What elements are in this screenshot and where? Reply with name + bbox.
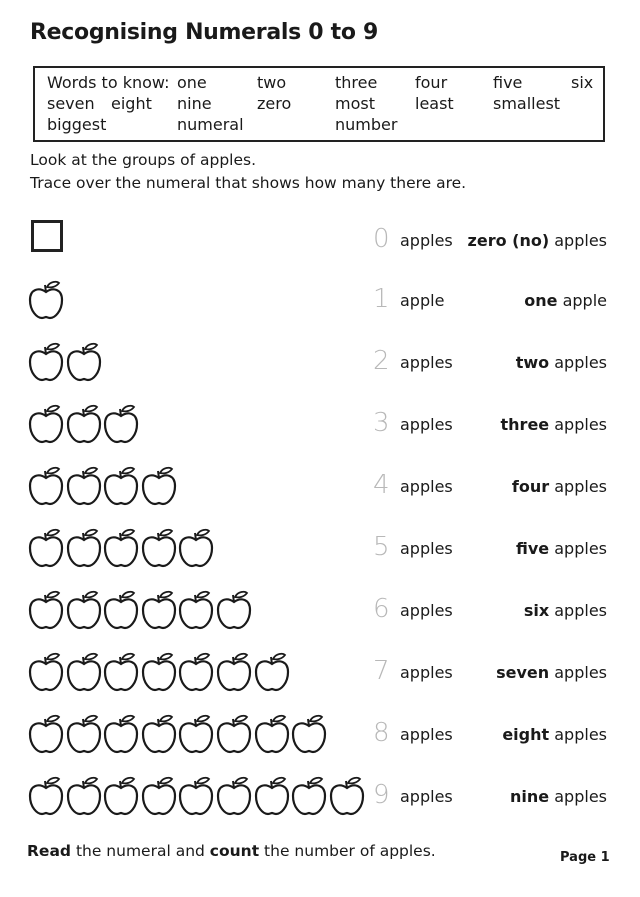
apple-icon	[65, 466, 103, 506]
trace-numeral[interactable]: 2	[373, 346, 390, 376]
unit-label: apples	[400, 415, 453, 434]
footer-instruction	[27, 842, 436, 860]
number-word-label	[510, 787, 607, 807]
number-word-suffix: apples	[554, 477, 607, 496]
trace-numeral[interactable]: 7	[373, 656, 390, 686]
apple-icon	[65, 528, 103, 568]
apple-icon	[290, 776, 328, 816]
word-five: five	[493, 73, 523, 92]
instruction-line-2: Trace over the numeral that shows how many there are.	[30, 174, 467, 192]
apple-icon	[140, 714, 178, 754]
footer-count-word: count	[209, 842, 260, 860]
apple-group	[27, 280, 65, 320]
unit-label: apples	[400, 353, 453, 372]
apple-icon	[27, 776, 65, 816]
apple-icon	[102, 652, 140, 692]
apple-icon	[102, 404, 140, 444]
number-word-suffix: apples	[554, 725, 607, 744]
number-word: three	[500, 415, 550, 434]
word-one: one	[177, 73, 207, 92]
number-word: eight	[502, 725, 550, 744]
apple-icon	[102, 714, 140, 754]
number-word: six	[523, 601, 550, 620]
footer-text-2: the number of apples.	[259, 842, 436, 860]
number-word-suffix: apples	[554, 415, 607, 434]
apple-icon	[102, 466, 140, 506]
number-word: nine	[510, 787, 550, 806]
word-four: four	[415, 73, 448, 92]
number-word-suffix: apples	[554, 539, 607, 558]
word-zero: zero	[257, 94, 292, 113]
trace-numeral[interactable]: 9	[373, 780, 390, 810]
empty-square-icon	[31, 220, 63, 252]
words-to-know-box	[33, 66, 605, 142]
unit-label: apples	[400, 477, 453, 496]
apple-icon	[177, 528, 215, 568]
apple-group	[27, 590, 255, 630]
unit-label: apple	[400, 291, 445, 310]
number-word-suffix: apple	[562, 291, 607, 310]
apple-group	[27, 776, 369, 816]
number-word-label	[501, 415, 607, 435]
apple-icon	[27, 528, 65, 568]
footer-read-word: Read	[27, 842, 72, 860]
word-least: least	[415, 94, 454, 113]
number-word: four	[511, 477, 550, 496]
number-word-label	[468, 231, 607, 251]
number-word-label	[516, 353, 607, 373]
unit-label: apples	[400, 601, 453, 620]
word-two: two	[257, 73, 287, 92]
number-word-suffix: apples	[554, 231, 607, 250]
apple-icon	[27, 342, 65, 382]
unit-label: apples	[400, 725, 453, 744]
number-word: zero (no)	[467, 231, 550, 250]
number-word-label	[524, 291, 607, 311]
trace-numeral[interactable]: 8	[373, 718, 390, 748]
unit-label: apples	[400, 539, 453, 558]
unit-label: apples	[400, 787, 453, 806]
apple-icon	[65, 652, 103, 692]
word-nine: nine	[177, 94, 212, 113]
apple-icon	[253, 776, 291, 816]
number-word-suffix: apples	[554, 353, 607, 372]
apple-icon	[65, 776, 103, 816]
apple-icon	[328, 776, 366, 816]
word-smallest: smallest	[493, 94, 561, 113]
apple-icon	[290, 714, 328, 754]
apple-icon	[177, 776, 215, 816]
trace-numeral[interactable]: 0	[373, 224, 390, 254]
apple-icon	[177, 590, 215, 630]
apple-group	[27, 528, 217, 568]
apple-group	[27, 466, 179, 506]
apple-icon	[65, 590, 103, 630]
word-biggest: biggest	[47, 115, 107, 134]
apple-icon	[27, 714, 65, 754]
word-three: three	[335, 73, 378, 92]
number-word: one	[524, 291, 558, 310]
apple-icon	[215, 652, 253, 692]
apple-group	[27, 652, 293, 692]
apple-icon	[253, 714, 291, 754]
apple-icon	[253, 652, 291, 692]
words-to-know-label: Words to know:	[47, 73, 170, 92]
apple-icon	[215, 714, 253, 754]
apple-icon	[140, 466, 178, 506]
number-word: two	[515, 353, 550, 372]
word-seven: seven	[47, 94, 95, 113]
trace-numeral[interactable]: 5	[373, 532, 390, 562]
number-word-label	[496, 663, 607, 683]
page-number: Page 1	[560, 850, 610, 865]
word-most: most	[335, 94, 375, 113]
number-word-label	[524, 601, 607, 621]
apple-icon	[215, 776, 253, 816]
word-eight: eight	[111, 94, 152, 113]
apple-icon	[27, 652, 65, 692]
apple-group	[27, 342, 103, 382]
trace-numeral[interactable]: 1	[373, 284, 390, 314]
number-word: five	[516, 539, 550, 558]
number-word-suffix: apples	[554, 663, 607, 682]
apple-group	[27, 404, 141, 444]
number-word-label	[502, 725, 607, 745]
word-numeral: numeral	[177, 115, 244, 134]
number-word-label	[516, 539, 607, 559]
apple-icon	[140, 652, 178, 692]
apple-icon	[65, 404, 103, 444]
apple-icon	[140, 776, 178, 816]
number-word: seven	[496, 663, 550, 682]
apple-icon	[27, 466, 65, 506]
unit-label: apples	[400, 231, 453, 250]
worksheet-title: Recognising Numerals 0 to 9	[30, 20, 379, 45]
apple-icon	[140, 528, 178, 568]
number-word-label	[512, 477, 607, 497]
unit-label: apples	[400, 663, 453, 682]
apple-icon	[27, 404, 65, 444]
apple-icon	[65, 714, 103, 754]
apple-icon	[65, 342, 103, 382]
footer-text-1: the numeral and	[71, 842, 210, 860]
instruction-line-1: Look at the groups of apples.	[30, 151, 257, 169]
apple-group	[27, 714, 331, 754]
apple-icon	[177, 714, 215, 754]
apple-icon	[102, 590, 140, 630]
trace-numeral[interactable]: 6	[373, 594, 390, 624]
apple-icon	[215, 590, 253, 630]
number-word-suffix: apples	[554, 601, 607, 620]
trace-numeral[interactable]: 3	[373, 408, 390, 438]
apple-icon	[27, 590, 65, 630]
apple-icon	[102, 528, 140, 568]
apple-icon	[177, 652, 215, 692]
word-six: six	[571, 73, 594, 92]
apple-icon	[102, 776, 140, 816]
apple-icon	[27, 280, 65, 320]
number-word-suffix: apples	[554, 787, 607, 806]
apple-icon	[140, 590, 178, 630]
trace-numeral[interactable]: 4	[373, 470, 390, 500]
word-number: number	[335, 115, 398, 134]
